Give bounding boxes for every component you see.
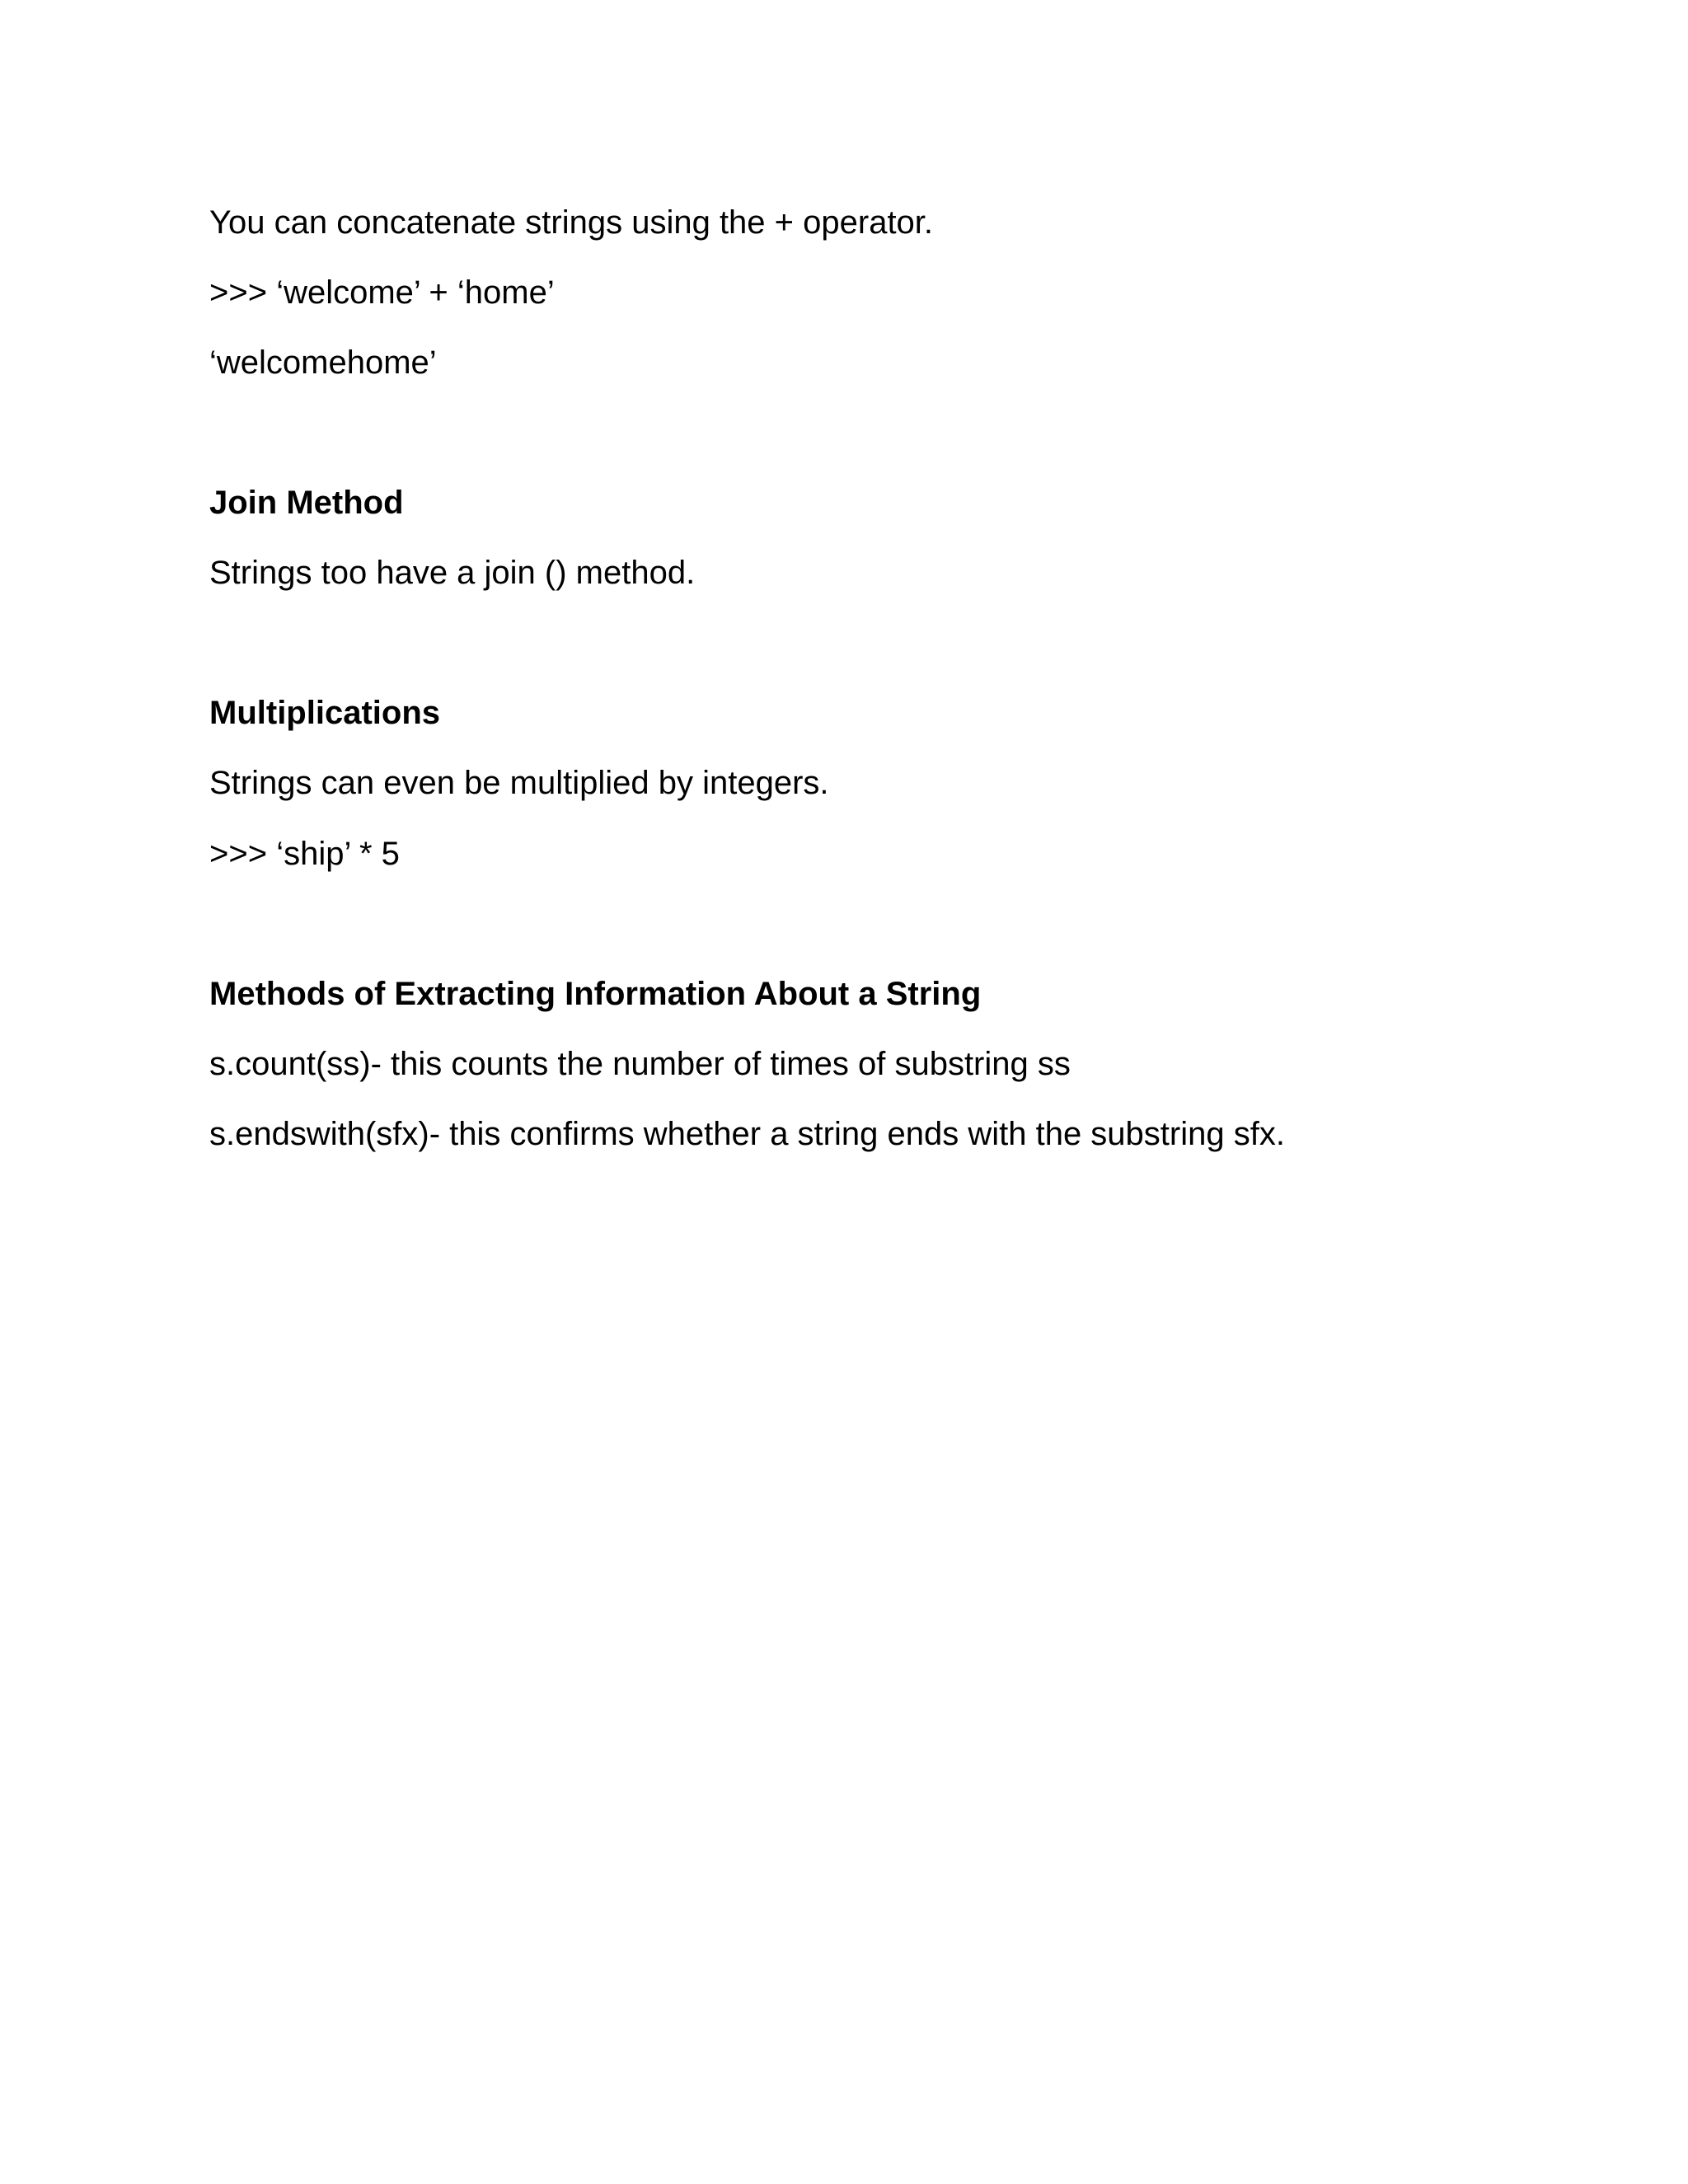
extract-method-count: s.count(ss)- this counts the number of times of substring ss — [209, 1046, 1071, 1082]
concat-intro: You can concatenate strings using the + operator. — [209, 204, 934, 241]
multiplications-heading: Multiplications — [209, 695, 440, 731]
extract-methods-heading: Methods of Extracting Information About a String — [209, 976, 982, 1012]
multiplications-text: Strings can even be multiplied by integers. — [209, 765, 829, 801]
concat-example-input: >>> ‘welcome’ + ‘home’ — [209, 274, 555, 311]
join-method-text: Strings too have a join () method. — [209, 555, 696, 591]
join-method-heading: Join Method — [209, 485, 404, 521]
concat-example-output: ‘welcomehome’ — [209, 344, 437, 381]
extract-method-endswith: s.endswith(sfx)- this confirms whether a string ends with the substring sfx. — [209, 1116, 1285, 1152]
multiplications-example-input: >>> ‘ship’ * 5 — [209, 836, 400, 872]
